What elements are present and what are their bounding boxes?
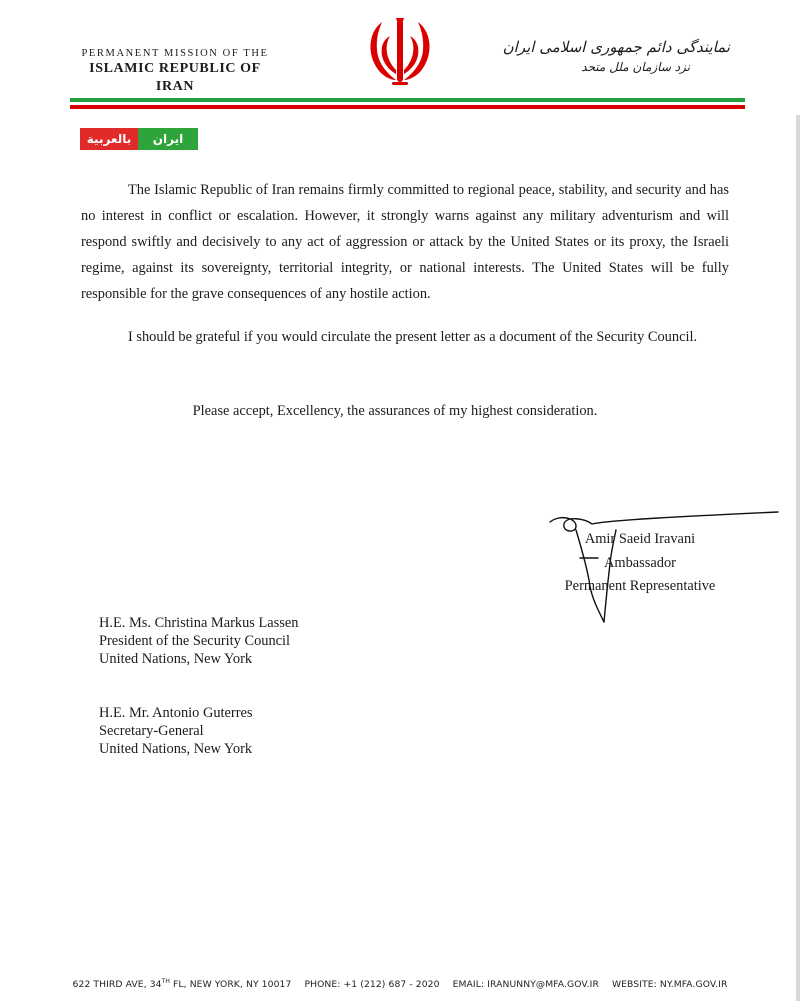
body-paragraph-1: The Islamic Republic of Iran remains firmly committed to regional peace, stability, and security and has no interest in conflict or escalation. However, it strongly warns against any military adventurism and will respond swiftly and decisively to any act of aggression or attack by the United States or its proxy, the Israeli regime, against its sovereignty, territorial integrity, or national interests. The United States will be fully responsible for the grave consequences of any hostile action. xyxy=(81,182,729,302)
addressee-line: United Nations, New York xyxy=(99,741,253,757)
signatory-name: Amir Saeid Iravani xyxy=(584,531,696,547)
addressee-line: United Nations, New York xyxy=(99,651,253,667)
signature-block xyxy=(540,528,740,599)
addressee-block xyxy=(99,704,252,758)
persian-line-2: نزد سازمان ملل متحد xyxy=(581,60,690,74)
footer-website: WEBSITE: NY.MFA.GOV.IR xyxy=(611,979,728,991)
letter-body xyxy=(81,177,729,350)
signatory-title: Ambassador xyxy=(604,554,676,571)
addressee-line: President of the Security Council xyxy=(99,633,291,649)
signatory-role: Permanent Representative xyxy=(564,578,716,594)
addressee-line: Secretary-General xyxy=(99,723,204,739)
footer-phone: PHONE: +1 (212) 687 - 2020 xyxy=(304,979,440,991)
persian-line-1: نمایندگی دائم جمهوری اسلامی ایران xyxy=(502,38,730,56)
closing-line: Please accept, Excellency, the assurances of my highest consideration. xyxy=(192,403,598,419)
news-watermark-logo xyxy=(80,128,198,150)
letter-footer xyxy=(0,978,800,990)
mission-title-persian xyxy=(490,36,730,76)
addressee-line: H.E. Mr. Antonio Guterres xyxy=(99,705,253,721)
body-paragraph-2: I should be grateful if you would circulate the present letter as a document of the Security Council. xyxy=(128,329,698,345)
iran-emblem-icon xyxy=(360,14,440,90)
addressee-line: H.E. Ms. Christina Markus Lassen xyxy=(99,615,299,631)
addressee-block xyxy=(99,614,298,668)
footer-address: 622 THIRD AVE, 34TH FL, NEW YORK, NY 10017 xyxy=(72,978,292,991)
mission-line-2: ISLAMIC REPUBLIC OF IRAN xyxy=(89,61,261,94)
mission-line-1: PERMANENT MISSION OF THE xyxy=(81,48,269,59)
red-stripe xyxy=(70,105,745,109)
page-edge-shadow xyxy=(796,115,800,1001)
footer-email: EMAIL: IRANUNNY@MFA.GOV.IR xyxy=(452,979,599,991)
watermark-red-part: بالعربیة xyxy=(80,128,138,150)
watermark-green-part: ایران xyxy=(138,128,198,150)
